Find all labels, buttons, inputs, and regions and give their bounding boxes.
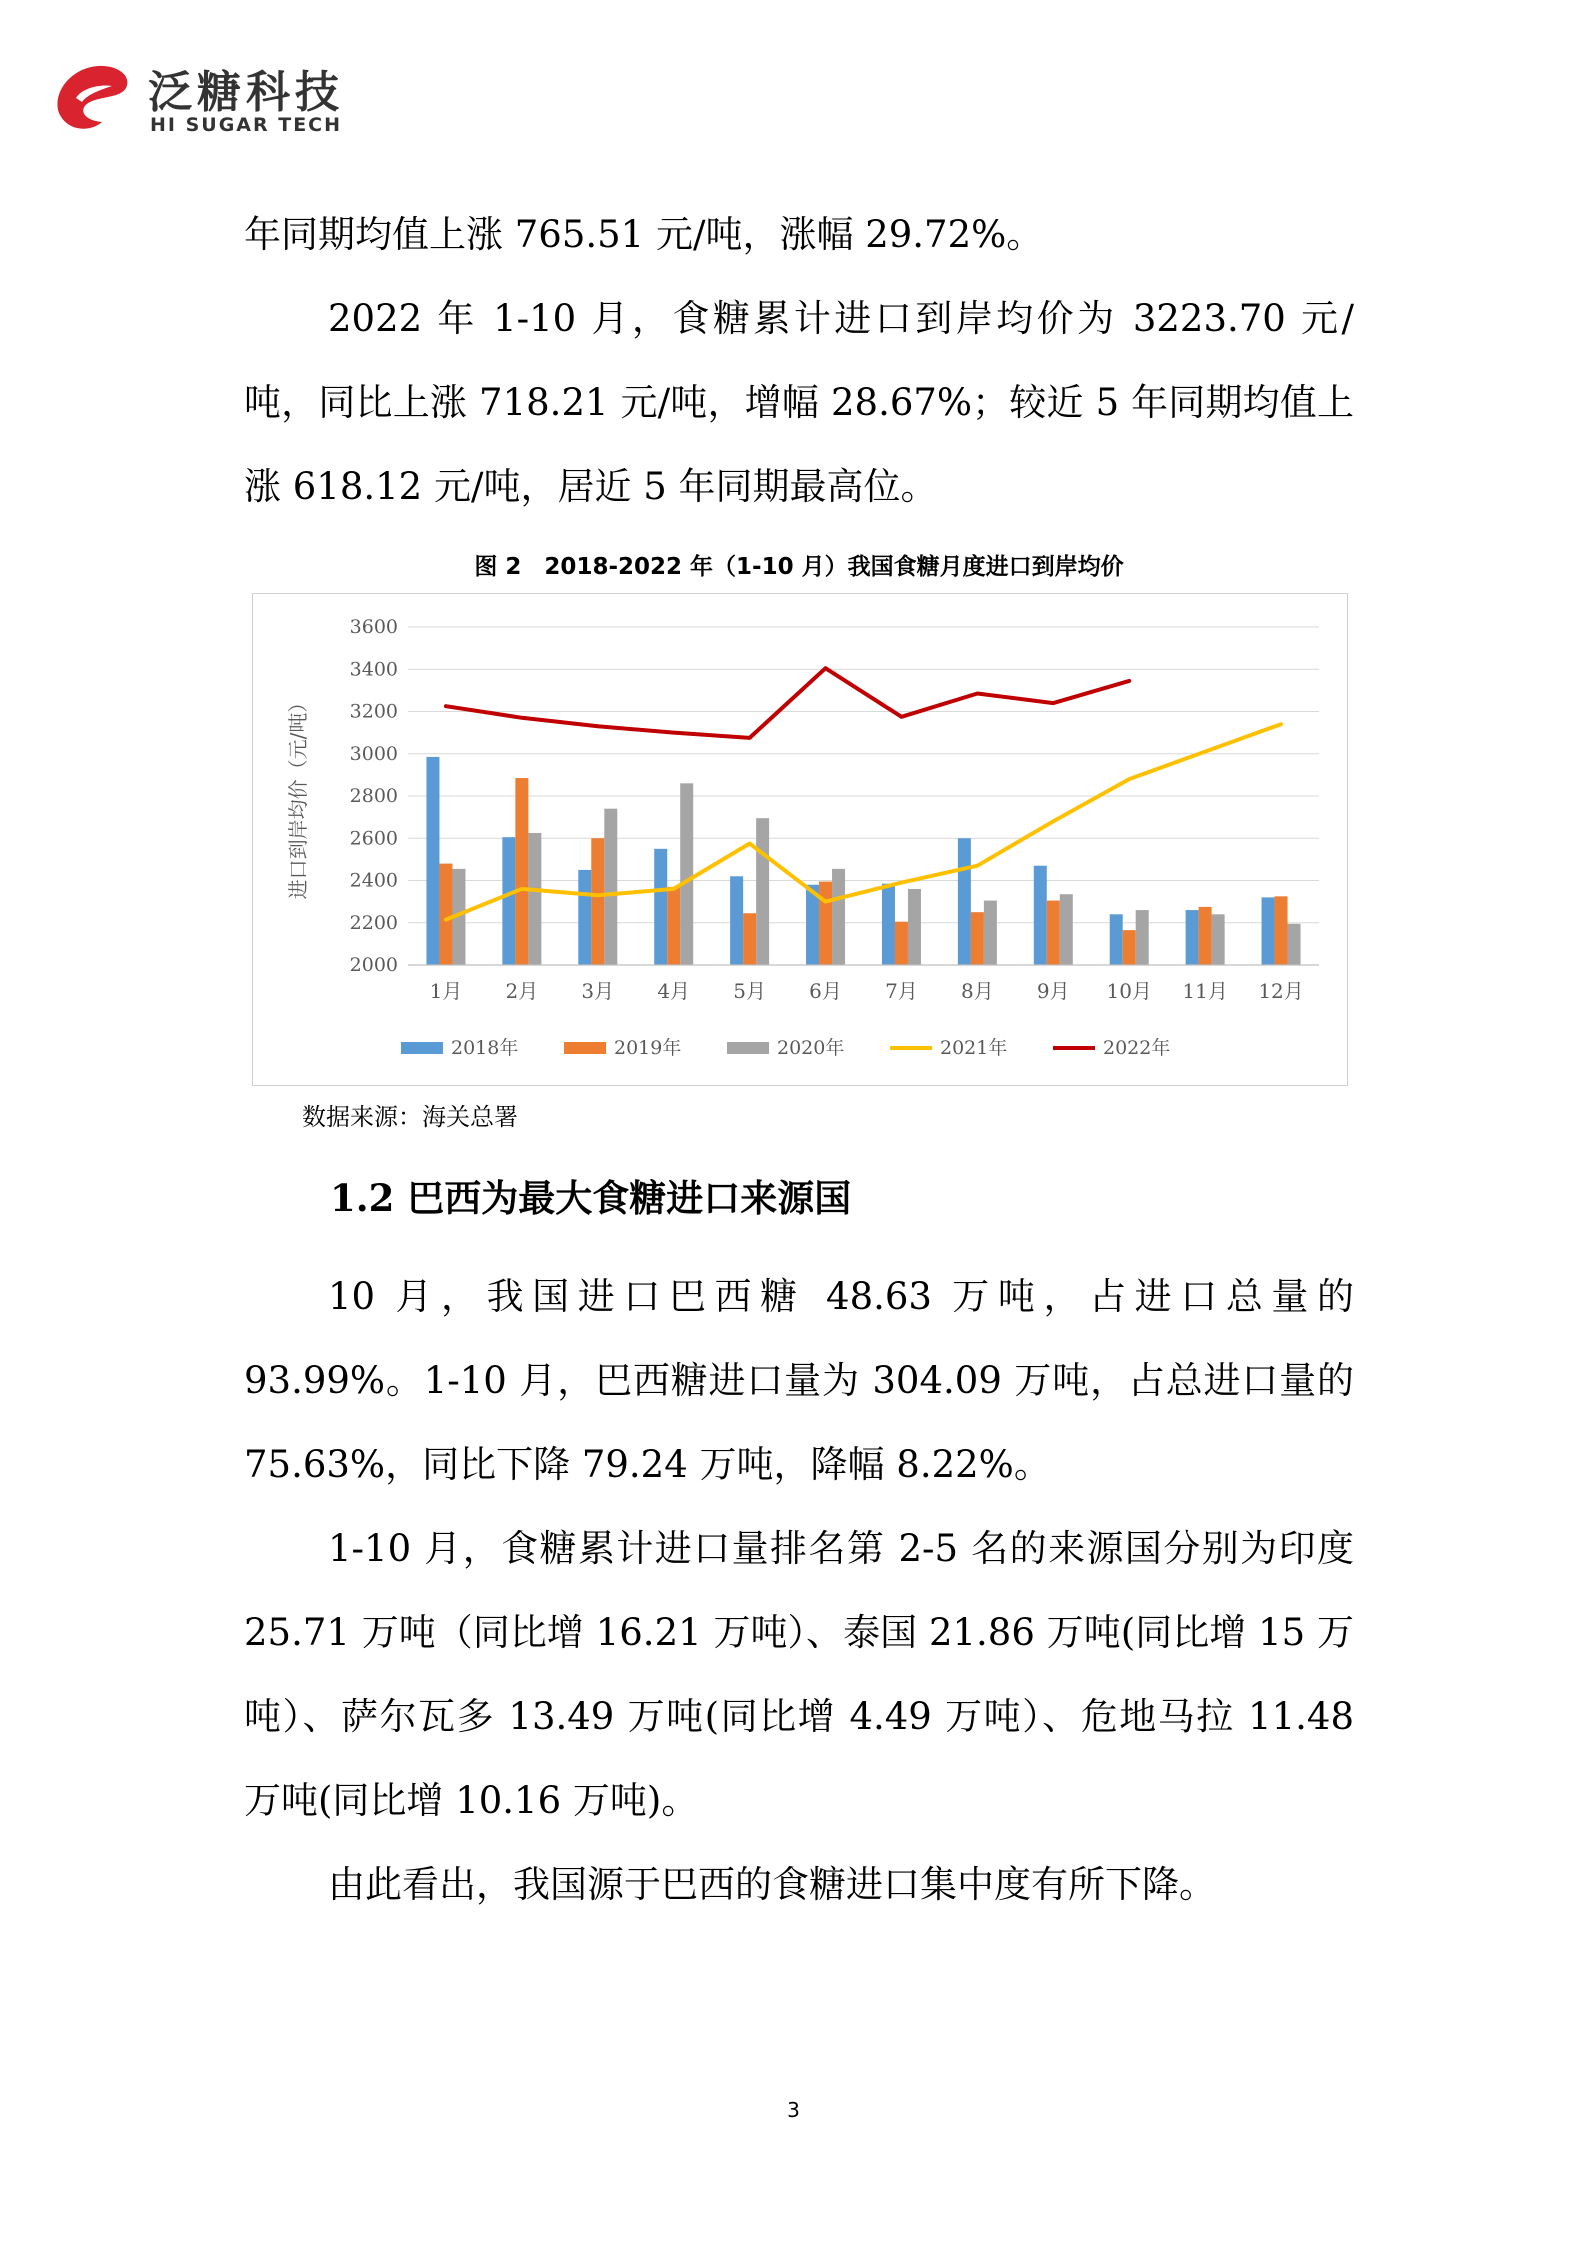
x-tick-label: 1月: [429, 979, 463, 1003]
bar-2020年-12月: [1288, 924, 1301, 965]
bar-2019年-10月: [1123, 930, 1136, 965]
bar-2019年-11月: [1199, 907, 1212, 965]
page-number: 3: [787, 2098, 800, 2122]
bar-2018年-12月: [1262, 897, 1275, 965]
data-source: 数据来源：海关总署: [302, 1103, 518, 1131]
bar-2019年-7月: [895, 922, 908, 965]
y-tick-label: 2800: [349, 785, 398, 807]
bar-2018年-9月: [1034, 866, 1047, 965]
x-tick-label: 10月: [1106, 979, 1152, 1003]
bar-2020年-6月: [832, 869, 845, 965]
bar-2018年-4月: [654, 849, 667, 965]
bar-2019年-1月: [439, 864, 452, 965]
brand-logo: [52, 56, 392, 146]
bar-2019年-3月: [591, 838, 604, 965]
bar-2018年-5月: [730, 876, 743, 965]
legend-label: 2020年: [777, 1037, 845, 1059]
bar-2019年-2月: [515, 778, 528, 965]
x-tick-label: 7月: [885, 979, 918, 1003]
legend-label: 2019年: [614, 1037, 682, 1059]
bar-2019年-6月: [819, 882, 832, 965]
bar-2019年-4月: [667, 887, 680, 965]
chart-svg: [253, 594, 1349, 1087]
y-tick-label: 2400: [349, 869, 398, 892]
section-heading: 1.2 巴西为最大食糖进口来源国: [330, 1176, 852, 1220]
bar-2018年-8月: [958, 838, 971, 965]
bar-2020年-5月: [756, 818, 769, 965]
swoosh-logo-icon: [52, 58, 136, 138]
y-axis-label: 进口到岸均价（元/吨）: [286, 692, 310, 900]
bar-2020年-7月: [908, 889, 921, 965]
bar-2020年-3月: [604, 809, 617, 965]
x-tick-label: 8月: [961, 979, 994, 1003]
x-tick-label: 2月: [505, 979, 539, 1003]
bar-2020年-11月: [1212, 914, 1225, 965]
bar-2020年-9月: [1060, 894, 1073, 965]
y-tick-label: 2000: [349, 954, 398, 976]
paragraph-1: 年同期均值上涨 765.51 元/吨，涨幅 29.72%。: [244, 213, 1044, 256]
x-tick-label: 12月: [1258, 979, 1304, 1003]
brand-name-en: HI SUGAR TECH: [150, 114, 343, 136]
x-tick-label: 6月: [809, 979, 842, 1003]
y-tick-label: 3000: [349, 742, 398, 765]
bar-2018年-3月: [578, 870, 591, 965]
legend-swatch-2019年: [564, 1042, 606, 1054]
import-price-chart: [252, 593, 1348, 1086]
y-tick-label: 2600: [349, 827, 398, 850]
paragraph-3: 10 月，我国进口巴西糖 48.63 万吨，占进口总量的 93.99%。1-10 月，巴西糖进口量为 304.09 万吨，占总进口量的 75.63%，同比下降 79.24 万吨，降幅 8.22%。: [244, 1275, 1354, 1486]
bar-2018年-2月: [502, 837, 515, 965]
y-tick-label: 2200: [349, 911, 398, 934]
y-tick-label: 3400: [349, 658, 398, 681]
bar-2020年-10月: [1136, 910, 1149, 965]
x-tick-label: 11月: [1182, 979, 1228, 1003]
x-tick-label: 3月: [581, 979, 615, 1003]
bar-2019年-12月: [1275, 896, 1288, 965]
bar-2019年-5月: [743, 913, 756, 965]
brand-name-cn: 泛糖科技: [148, 67, 344, 118]
x-tick-label: 9月: [1036, 979, 1070, 1003]
legend-label: 2018年: [451, 1037, 519, 1059]
legend-swatch-2020年: [727, 1042, 769, 1054]
bar-2020年-8月: [984, 901, 997, 965]
bar-2018年-11月: [1186, 910, 1199, 965]
legend-label: 2021年: [940, 1037, 1008, 1059]
bar-2018年-7月: [882, 884, 895, 965]
paragraph-5: 由此看出，我国源于巴西的食糖进口集中度有所下降。: [328, 1863, 1216, 1906]
bar-2018年-10月: [1110, 914, 1123, 965]
paragraph-2: 2022 年 1-10 月，食糖累计进口到岸均价为 3223.70 元/吨，同比上涨 718.21 元/吨，增幅 28.67%；较近 5 年同期均值上涨 618.12 元/吨，居近 5 年同期最高位。: [244, 297, 1354, 508]
bar-2019年-9月: [1047, 901, 1060, 965]
paragraph-4: 1-10 月，食糖累计进口量排名第 2-5 名的来源国分别为印度 25.71 万吨（同比增 16.21 万吨）、泰国 21.86 万吨(同比增 15 万吨）、萨尔瓦多 13.49 万吨(同比增 4.49 万吨）、危地马拉 11.48 万吨(同比增 10.16 万吨)。: [244, 1527, 1354, 1822]
y-tick-label: 3200: [349, 700, 398, 723]
y-tick-label: 3600: [349, 616, 398, 638]
x-tick-label: 4月: [657, 979, 691, 1003]
x-tick-label: 5月: [733, 979, 766, 1003]
line-series-2022年: [446, 668, 1129, 738]
bar-2019年-8月: [971, 912, 984, 965]
legend-swatch-2018年: [401, 1042, 443, 1054]
legend-label: 2022年: [1103, 1037, 1171, 1059]
bar-2018年-1月: [426, 757, 439, 965]
bar-2020年-4月: [680, 783, 693, 965]
figure-caption: 图 2 2018-2022 年（1-10 月）我国食糖月度进口到岸均价: [474, 554, 1124, 580]
bar-2020年-2月: [528, 833, 541, 965]
